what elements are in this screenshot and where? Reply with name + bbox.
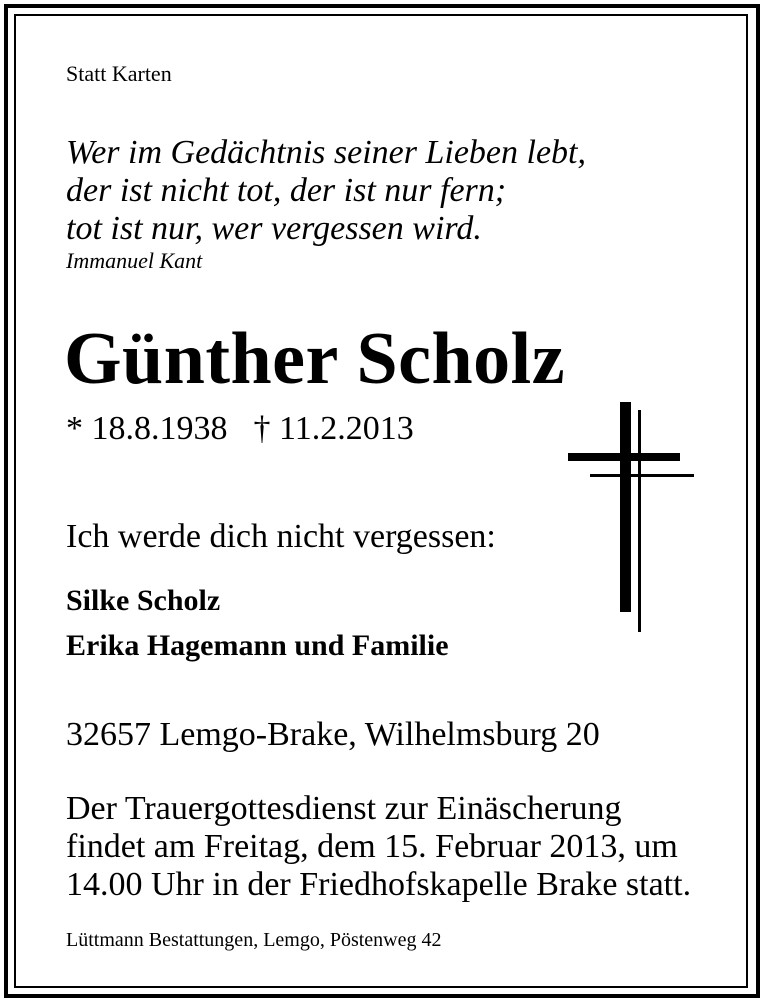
quote-line: der ist nicht tot, der ist nur fern; [66, 172, 507, 209]
double-cross-icon [566, 402, 696, 632]
birth-date: * 18.8.1938 [66, 410, 228, 447]
service-line: Der Trauergottesdienst zur Einäscherung [66, 790, 622, 827]
mourner-name: Erika Hagemann und Familie [66, 629, 449, 662]
quote-line: tot ist nur, wer vergessen wird. [66, 210, 482, 247]
funeral-home: Lüttmann Bestattungen, Lemgo, Pöstenweg 42 [66, 929, 442, 951]
farewell-line: Ich werde dich nicht vergessen: [66, 518, 496, 555]
quote-line: Wer im Gedächtnis seiner Lieben lebt, [66, 134, 586, 171]
intro-text: Statt Karten [66, 61, 172, 86]
service-line: 14.00 Uhr in der Friedhofskapelle Brake statt. [66, 866, 692, 903]
service-info [66, 790, 736, 904]
mourner-name: Silke Scholz [66, 584, 221, 617]
quote-author: Immanuel Kant [66, 248, 203, 273]
deceased-name: Günther Scholz [64, 318, 566, 400]
service-line: findet am Freitag, dem 15. Februar 2013, um [66, 828, 678, 865]
address: 32657 Lemgo-Brake, Wilhelmsburg 20 [66, 716, 600, 753]
quote [66, 134, 666, 248]
death-date: † 11.2.2013 [253, 410, 414, 447]
life-dates [66, 412, 414, 446]
